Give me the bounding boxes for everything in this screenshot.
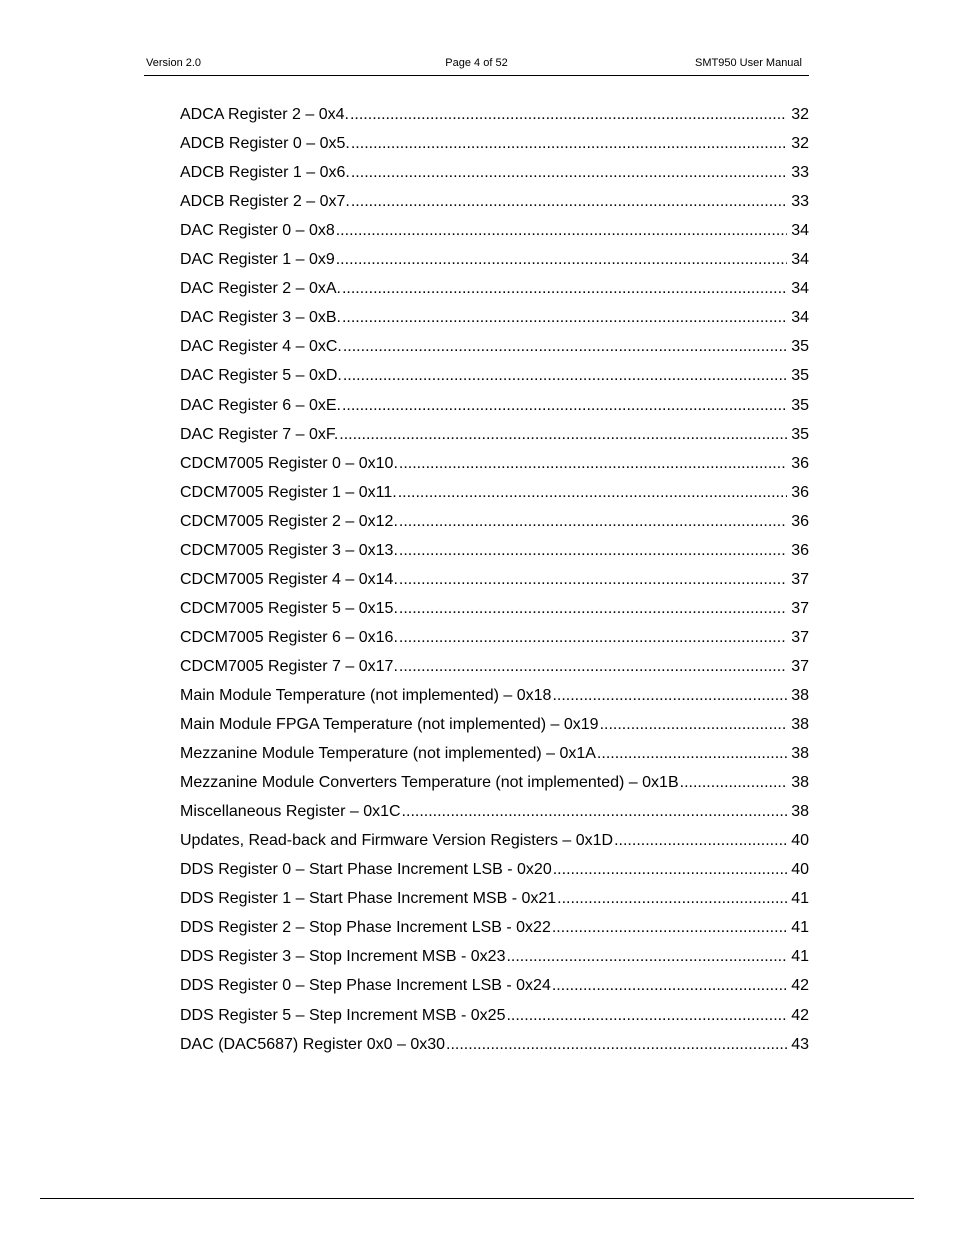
toc-entry-page: 37	[791, 657, 809, 675]
toc-entry-title: DDS Register 3 – Stop Increment MSB - 0x23	[180, 948, 506, 966]
toc-entry-title: ADCA Register 2 – 0x4.	[180, 106, 349, 124]
toc-entry[interactable]	[180, 357, 809, 386]
toc-dot-leader	[336, 221, 787, 241]
toc-entry-page: 41	[791, 890, 809, 908]
toc-entry[interactable]	[180, 212, 809, 241]
toc-entry-title: DAC Register 6 – 0xE.	[180, 396, 341, 414]
toc-entry-title: CDCM7005 Register 6 – 0x16.	[180, 628, 398, 646]
toc-entry-title: CDCM7005 Register 7 – 0x17.	[180, 657, 398, 675]
toc-entry-page: 38	[791, 686, 809, 704]
toc-entry-title: ADCB Register 2 – 0x7.	[180, 193, 350, 211]
toc-entry-title: ADCB Register 1 – 0x6.	[180, 164, 350, 182]
toc-dot-leader	[351, 163, 787, 183]
toc-entry-page: 32	[791, 106, 809, 124]
toc-entry-page: 34	[791, 222, 809, 240]
toc-entry-page: 33	[791, 164, 809, 182]
toc-entry-page: 37	[791, 599, 809, 617]
toc-entry-title: Mezzanine Module Temperature (not implemented) – 0x1A	[180, 745, 596, 763]
toc-dot-leader	[597, 744, 787, 764]
toc-entry[interactable]	[180, 474, 809, 503]
toc-entry-page: 32	[791, 135, 809, 153]
toc-dot-leader	[342, 279, 787, 299]
toc-entry-title: DDS Register 0 – Start Phase Increment LSB - 0x20	[180, 861, 552, 879]
toc-entry-title: DAC Register 0 – 0x8	[180, 222, 335, 240]
toc-entry-title: Main Module Temperature (not implemented) – 0x18	[180, 686, 552, 704]
toc-dot-leader	[399, 541, 787, 561]
toc-entry[interactable]	[180, 880, 809, 909]
toc-dot-leader	[552, 918, 787, 938]
toc-entry-page: 38	[791, 745, 809, 763]
toc-entry[interactable]	[180, 561, 809, 590]
toc-entry-page: 37	[791, 570, 809, 588]
toc-entry[interactable]	[180, 1026, 809, 1055]
toc-entry-title: DAC Register 1 – 0x9	[180, 251, 335, 269]
toc-dot-leader	[557, 889, 787, 909]
toc-entry[interactable]	[180, 532, 809, 561]
toc-dot-leader	[351, 192, 787, 212]
toc-entry-title: Main Module FPGA Temperature (not implemented) – 0x19	[180, 716, 599, 734]
toc-entry-page: 35	[791, 425, 809, 443]
toc-dot-leader	[399, 628, 787, 648]
toc-entry[interactable]	[180, 648, 809, 677]
toc-entry[interactable]	[180, 125, 809, 154]
toc-entry-title: DDS Register 2 – Stop Phase Increment LSB - 0x22	[180, 919, 551, 937]
toc-entry-page: 42	[791, 977, 809, 995]
toc-entry-title: Updates, Read-back and Firmware Version Registers – 0x1D	[180, 832, 614, 850]
footer-divider	[40, 1198, 914, 1199]
toc-entry-title: CDCM7005 Register 2 – 0x12.	[180, 512, 398, 530]
toc-entry[interactable]	[180, 677, 809, 706]
toc-entry-title: ADCB Register 0 – 0x5.	[180, 135, 350, 153]
toc-entry[interactable]	[180, 996, 809, 1025]
toc-entry-page: 35	[791, 367, 809, 385]
toc-dot-leader	[680, 773, 788, 793]
toc-entry-title: DDS Register 5 – Step Increment MSB - 0x25	[180, 1006, 506, 1024]
toc-entry[interactable]	[180, 619, 809, 648]
toc-entry[interactable]	[180, 967, 809, 996]
document-version: Version 2.0	[146, 57, 202, 69]
toc-entry-page: 36	[791, 512, 809, 530]
toc-dot-leader	[350, 105, 787, 125]
toc-entry-title: CDCM7005 Register 0 – 0x10.	[180, 454, 398, 472]
toc-entry[interactable]	[180, 299, 809, 328]
toc-dot-leader	[553, 860, 787, 880]
toc-dot-leader	[552, 686, 787, 706]
toc-entry[interactable]	[180, 735, 809, 764]
toc-entry-page: 37	[791, 628, 809, 646]
toc-entry-page: 36	[791, 541, 809, 559]
toc-entry[interactable]	[180, 909, 809, 938]
toc-entry[interactable]	[180, 386, 809, 415]
toc-entry-title: CDCM7005 Register 5 – 0x15.	[180, 599, 398, 617]
toc-entry-title: DDS Register 1 – Start Phase Increment MSB - 0x21	[180, 890, 557, 908]
toc-entry-page: 34	[791, 309, 809, 327]
toc-entry-page: 38	[791, 803, 809, 821]
toc-entry[interactable]	[180, 503, 809, 532]
toc-entry-title: CDCM7005 Register 3 – 0x13.	[180, 541, 398, 559]
toc-dot-leader	[343, 366, 787, 386]
toc-entry-page: 38	[791, 774, 809, 792]
toc-entry[interactable]	[180, 154, 809, 183]
toc-dot-leader	[398, 483, 788, 503]
toc-entry[interactable]	[180, 270, 809, 299]
page-number: Page 4 of 52	[445, 57, 508, 69]
toc-entry-title: DAC Register 5 – 0xD.	[180, 367, 342, 385]
toc-dot-leader	[600, 715, 788, 735]
toc-entry-page: 42	[791, 1006, 809, 1024]
toc-entry-page: 35	[791, 396, 809, 414]
toc-dot-leader	[399, 599, 787, 619]
toc-entry-page: 40	[791, 861, 809, 879]
toc-dot-leader	[351, 134, 787, 154]
toc-entry-title: Miscellaneous Register – 0x1C	[180, 803, 401, 821]
toc-entry-title: DAC (DAC5687) Register 0x0 – 0x30	[180, 1035, 446, 1053]
toc-entry-title: DAC Register 2 – 0xA.	[180, 280, 341, 298]
toc-entry-title: DAC Register 4 – 0xC.	[180, 338, 342, 356]
toc-entry[interactable]	[180, 183, 809, 212]
toc-dot-leader	[399, 657, 787, 677]
toc-dot-leader	[336, 250, 787, 270]
toc-entry-title: CDCM7005 Register 4 – 0x14.	[180, 570, 398, 588]
table-of-contents	[180, 96, 809, 1055]
toc-dot-leader	[506, 1006, 787, 1026]
toc-dot-leader	[402, 802, 788, 822]
toc-entry[interactable]	[180, 793, 809, 822]
manual-title: SMT950 User Manual	[695, 57, 802, 69]
toc-entry-page: 36	[791, 454, 809, 472]
toc-entry-page: 36	[791, 483, 809, 501]
toc-entry-title: CDCM7005 Register 1 – 0x11.	[180, 483, 397, 501]
toc-entry[interactable]	[180, 241, 809, 270]
toc-entry-title: Mezzanine Module Converters Temperature (not implemented) – 0x1B	[180, 774, 679, 792]
toc-dot-leader	[342, 308, 787, 328]
toc-dot-leader	[446, 1035, 787, 1055]
toc-entry[interactable]	[180, 706, 809, 735]
toc-entry-page: 40	[791, 832, 809, 850]
toc-entry[interactable]	[180, 938, 809, 967]
toc-entry[interactable]	[180, 590, 809, 619]
toc-dot-leader	[614, 831, 787, 851]
toc-entry-page: 43	[791, 1035, 809, 1053]
toc-entry[interactable]	[180, 445, 809, 474]
toc-entry[interactable]	[180, 851, 809, 880]
toc-entry-page: 41	[791, 919, 809, 937]
toc-entry[interactable]	[180, 328, 809, 357]
toc-dot-leader	[506, 947, 787, 967]
toc-entry-title: DAC Register 7 – 0xF.	[180, 425, 339, 443]
toc-dot-leader	[399, 570, 787, 590]
toc-entry-page: 33	[791, 193, 809, 211]
toc-entry[interactable]	[180, 822, 809, 851]
toc-entry-title: DAC Register 3 – 0xB.	[180, 309, 341, 327]
toc-dot-leader	[343, 337, 787, 357]
page-header	[144, 57, 809, 76]
toc-entry[interactable]	[180, 96, 809, 125]
toc-dot-leader	[342, 396, 787, 416]
toc-entry[interactable]	[180, 416, 809, 445]
toc-entry-page: 35	[791, 338, 809, 356]
toc-dot-leader	[552, 976, 787, 996]
toc-entry-page: 41	[791, 948, 809, 966]
toc-dot-leader	[399, 454, 787, 474]
toc-entry-page: 34	[791, 251, 809, 269]
toc-dot-leader	[399, 512, 787, 532]
toc-entry-page: 34	[791, 280, 809, 298]
toc-entry[interactable]	[180, 764, 809, 793]
toc-entry-page: 38	[791, 716, 809, 734]
toc-dot-leader	[339, 425, 787, 445]
toc-entry-title: DDS Register 0 – Step Phase Increment LSB - 0x24	[180, 977, 551, 995]
